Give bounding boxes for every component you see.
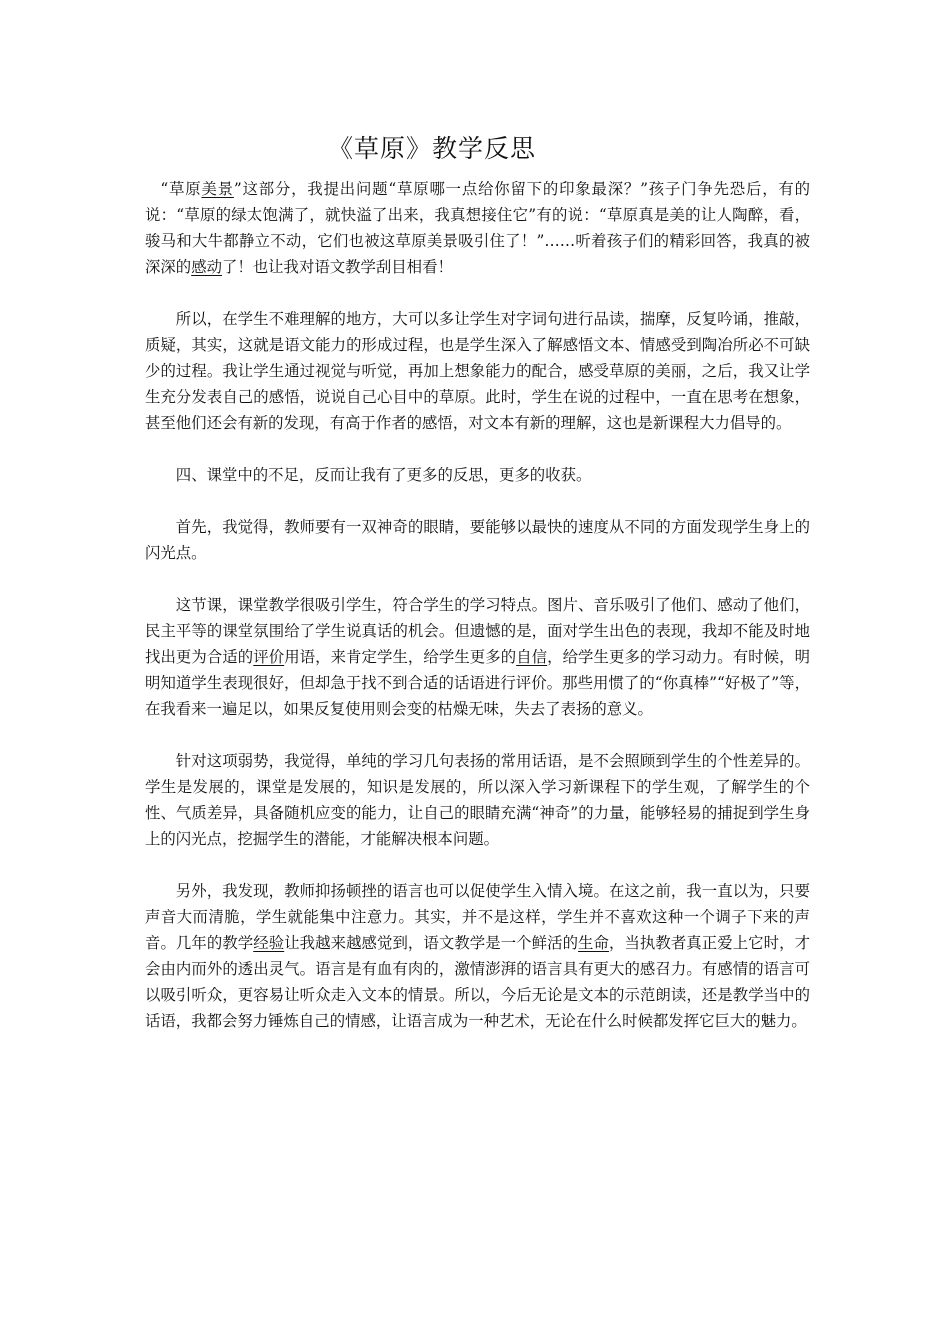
p1-text-c: 了！也让我对语文教学刮目相看！ — [221, 258, 453, 276]
underlined-word-gandong: 感动 — [191, 258, 222, 276]
p7-text-b: 让我越来越感觉到，语文教学是一个鲜活的 — [284, 934, 579, 952]
underlined-word-meijing: 美景 — [201, 180, 234, 198]
p7-text-c: ，当执教者真正爱上它时，才会由内而外的透出灵气。语言是有血有肉的，激情澎湃的语言具有更大的感召力。有感情的语言可以吸引听众，更容易让听众走入文本的情景。所以，今后无论是文本的示范朗读，还是教学当中的话语，我都会努力锤炼自己的情感，让语言成为一种艺术，无论在什么时候都发挥它巨大的魅力。 — [145, 934, 810, 1030]
underlined-word-pingjia: 评价 — [253, 648, 285, 666]
p7-text-a: 另外，我发现，教师抑扬顿挫的语言也可以促使学生入情入境。在这之前，我一直以为，只要声音大而清脆，学生就能集中注意力。其实，并不是这样，学生并不喜欢这种一个调子下来的声音。几年的教学 — [145, 882, 810, 952]
paragraph-4: 首先，我觉得，教师要有一双神奇的眼睛，要能够以最快的速度从不同的方面发现学生身上的闪光点。 — [145, 518, 810, 562]
underlined-word-jingyan: 经验 — [253, 934, 285, 952]
p1-text-b: ”这部分，我提出问题“草原哪一点给你留下的印象最深？”孩子门争先恐后，有的说：“草原的绿太饱满了，就快溢了出来，我真想接住它”有的说：“草原真是美的让人陶醉，看，骏马和大牛都静立不动，它们也被这草原美景吸引住了！”……听着孩子们的精彩回答，我真的被深深的 — [145, 180, 810, 276]
p5-text-b: 用语，来肯定学生，给学生更多的 — [284, 648, 517, 666]
paragraph-1 — [145, 176, 810, 280]
document-title: 《草原》教学反思 — [328, 134, 537, 163]
p5-text-c: ，给学生更多的学习动力。有时候，明明知道学生表现很好，但却急于找不到合适的话语进行评价。那些用惯了的“你真棒”“好极了”等，在我看来一遍足以，如果反复使用则会变的枯燥无味，失去了表扬的意义。 — [145, 648, 810, 718]
paragraph-6: 针对这项弱势，我觉得，单纯的学习几句表扬的常用话语，是不会照顾到学生的个性差异的。学生是发展的，课堂是发展的，知识是发展的，所以深入学习新课程下的学生观，了解学生的个性、气质差异，具备随机应变的能力，让自己的眼睛充满“神奇”的力量，能够轻易的捕捉到学生身上的闪光点，挖掘学生的潜能，才能解决根本问题。 — [145, 752, 810, 848]
p1-text-a: “草原 — [160, 180, 202, 198]
underlined-word-zixin: 自信 — [516, 648, 548, 666]
underlined-word-shengming: 生命 — [578, 934, 609, 952]
p5-text-a: 这节课，课堂教学很吸引学生，符合学生的学习特点。图片、音乐吸引了他们、感动了他们，民主平等的课堂氛围给了学生说真话的机会。但遗憾的是，面对学生出色的表现，我却不能及时地找出更为合适的 — [145, 596, 810, 666]
paragraph-3: 四、课堂中的不足，反而让我有了更多的反思，更多的收获。 — [175, 466, 592, 484]
paragraph-5 — [145, 592, 810, 722]
paragraph-7 — [145, 878, 810, 1034]
paragraph-2: 所以，在学生不难理解的地方，大可以多让学生对字词句进行品读，揣摩，反复吟诵，推敲，质疑，其实，这就是语文能力的形成过程，也是学生深入了解感悟文本、情感受到陶冶所必不可缺少的过程。我让学生通过视觉与听觉，再加上想象能力的配合，感受草原的美丽，之后，我又让学生充分发表自己的感悟，说说自己心目中的草原。此时，学生在说的过程中，一直在思考在想象，甚至他们还会有新的发现，有高于作者的感悟，对文本有新的理解，这也是新课程大力倡导的。 — [145, 310, 810, 432]
document-body — [145, 176, 810, 1034]
